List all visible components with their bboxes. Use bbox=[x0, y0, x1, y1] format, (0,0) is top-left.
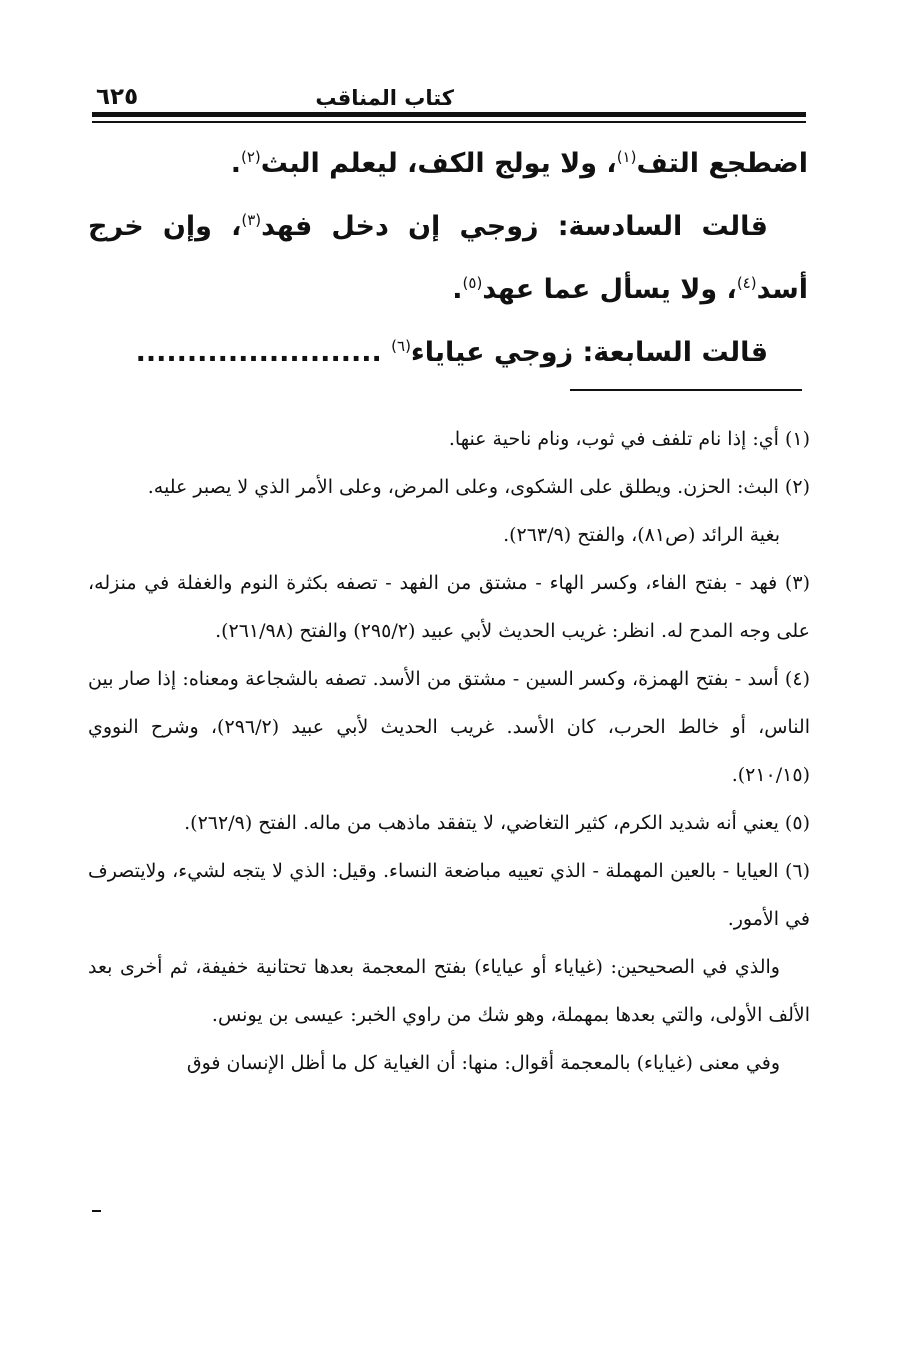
running-header bbox=[92, 80, 806, 116]
footnote-6-paragraph-1: والذي في الصحيحين: (غياياء أو عياياء) بفتح المعجمة بعدها تحتانية خفيفة، ثم أخرى بعد الألف الأولى، والتي بعدها بمهملة، وهو شك من راوي الخبر: عيسى بن يونس. bbox=[88, 956, 810, 1026]
footnote-ref-4: (٤) bbox=[736, 274, 757, 292]
main-paragraph-sixth: قالت السادسة: زوجي إن دخل فهد$^{(٣)}$، وإن خرج أسد$^{(٤)}$، ولا يسأل عما عهد$^{(٥)}$. bbox=[88, 211, 808, 305]
footnote-separator bbox=[570, 389, 802, 391]
header-rule-thick bbox=[92, 112, 806, 117]
footnote-ref-1: (١) bbox=[616, 148, 637, 166]
footnote-6: (٦) العيايا - بالعين المهملة - الذي تعييه مباضعة النساء. وقيل: الذي لا يتجه لشيء، ولايتصرف في الأمور. bbox=[88, 860, 810, 930]
main-text bbox=[88, 132, 808, 384]
footnote-ref-6: (٦) bbox=[391, 337, 411, 355]
header-rule-thin bbox=[92, 121, 806, 123]
footnote-ref-5: (٥) bbox=[462, 274, 483, 292]
page-number: ٦٢٥ bbox=[96, 84, 139, 110]
footnote-6-paragraph-2: وفي معنى (غياياء) بالمعجمة أقوال: منها: أن الغياية كل ما أظل الإنسان فوق bbox=[186, 1052, 780, 1074]
footnote-3: (٣) فهد - بفتح الفاء، وكسر الهاء - مشتق من الفهد - تصفه بكثرة النوم والغفلة في منزله، على وجه المدح له. انظر: غريب الحديث لأبي عبيد (٢٩٥/٢) والفتح (٢٦١/٩٨). bbox=[88, 572, 810, 642]
footnote-2-continuation: بغية الرائد (ص٨١)، والفتح (٢٦٣/٩). bbox=[503, 524, 780, 546]
footnote-1: (١) أي: إذا نام تلفف في ثوب، ونام ناحية عنها. bbox=[448, 428, 810, 450]
footnote-4: (٤) أسد - بفتح الهمزة، وكسر السين - مشتق من الأسد. تصفه بالشجاعة ومعناه: إذا صار بين الناس، أو خالط الحرب، كان الأسد. غريب الحديث لأبي عبيد (٢٩٦/٢)، وشرح النووي (٢١٠/١٥). bbox=[88, 668, 810, 786]
main-line-1: اضطجع التف$^{(١)}$، ولا يولج الكف، ليعلم البث$^{(٢)}$. bbox=[230, 148, 808, 179]
ellipsis-dots: ........................ bbox=[135, 337, 382, 368]
footnote-5: (٥) يعني أنه شديد الكرم، كثير التغاضي، لا يتفقد ماذهب من ماله. الفتح (٢٦٢/٩). bbox=[184, 812, 810, 834]
chapter-title: كتاب المناقب bbox=[315, 86, 454, 110]
footnote-ref-2: (٢) bbox=[241, 148, 261, 166]
footnotes bbox=[88, 415, 810, 1087]
page-edge-mark bbox=[92, 1210, 101, 1212]
footnote-2: (٢) البث: الحزن. ويطلق على الشكوى، وعلى المرض، وعلى الأمر الذي لا يصبر عليه. bbox=[147, 476, 810, 498]
footnote-ref-3: (٣) bbox=[241, 211, 262, 229]
main-paragraph-seventh: قالت السابعة: زوجي عياياء$^{(٦)}$ ........................ bbox=[135, 337, 768, 368]
